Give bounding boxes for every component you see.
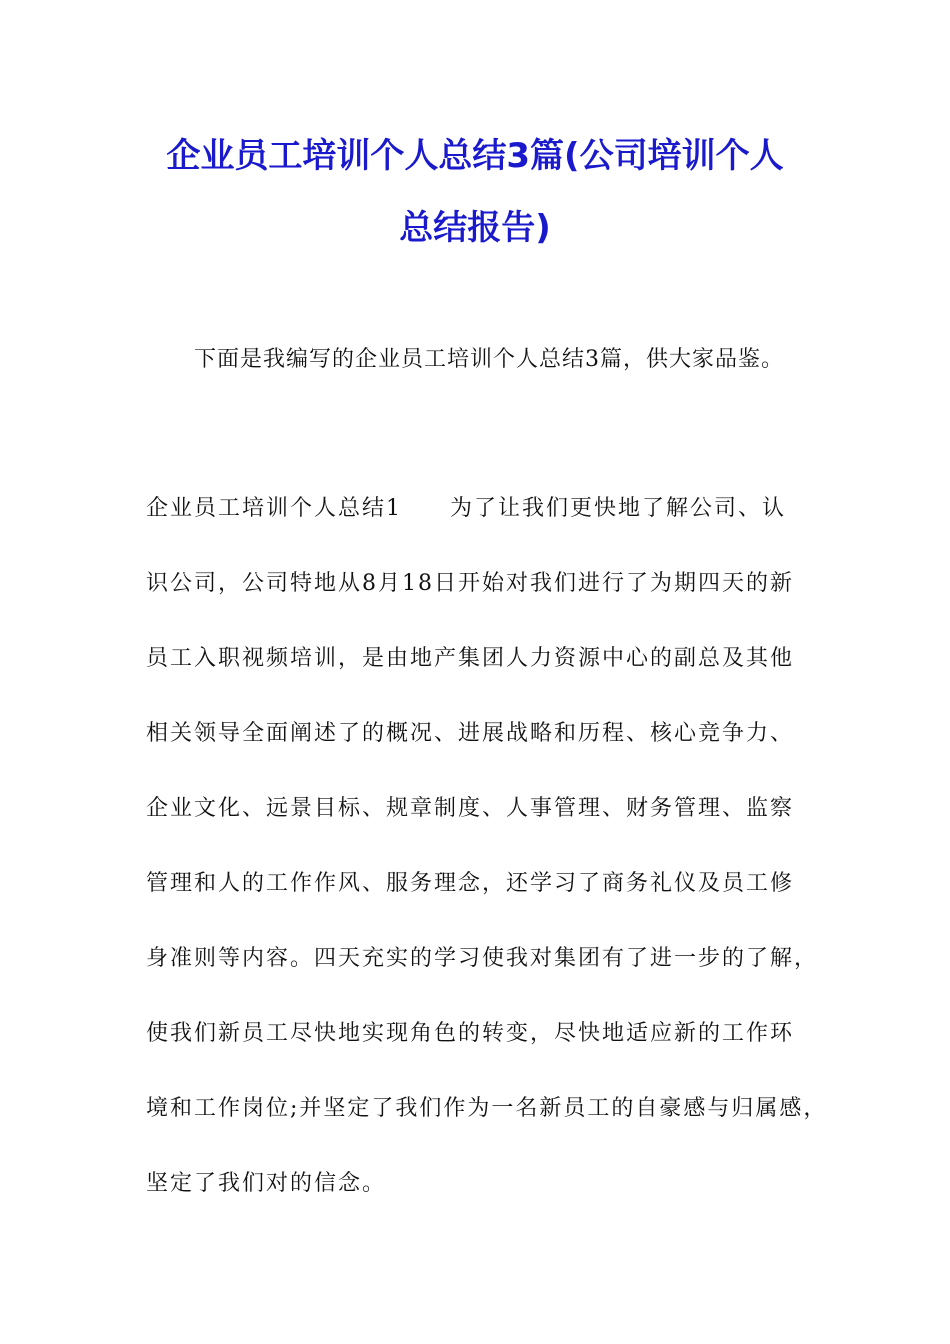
body-line: 管理和人的工作作风、服务理念，还学习了商务礼仪及员工修: [146, 871, 795, 896]
document-title-line-1: 企业员工培训个人总结3篇(公司培训个人: [166, 136, 784, 176]
body-line: 使我们新员工尽快地实现角色的转变，尽快地适应新的工作环: [146, 1021, 795, 1046]
body-line: 企业文化、远景目标、规章制度、人事管理、财务管理、监察: [146, 796, 795, 821]
body-line: 坚定了我们对的信念。: [146, 1171, 387, 1196]
body-line: 相关领导全面阐述了的概况、进展战略和历程、核心竞争力、: [146, 721, 795, 746]
body-line: 企业员工培训个人总结1 为了让我们更快地了解公司、认: [146, 496, 786, 521]
intro-paragraph: 下面是我编写的企业员工培训个人总结3篇，供大家品鉴。: [194, 347, 784, 372]
body-line: 员工入职视频培训，是由地产集团人力资源中心的副总及其他: [146, 646, 795, 671]
body-line: 身准则等内容。四天充实的学习使我对集团有了进一步的了解，: [146, 946, 819, 971]
body-line: 境和工作岗位;并坚定了我们作为一名新员工的自豪感与归属感，: [146, 1096, 828, 1121]
body-line: 识公司，公司特地从8月18日开始对我们进行了为期四天的新: [146, 571, 794, 596]
document-title-line-2: 总结报告): [399, 208, 551, 248]
